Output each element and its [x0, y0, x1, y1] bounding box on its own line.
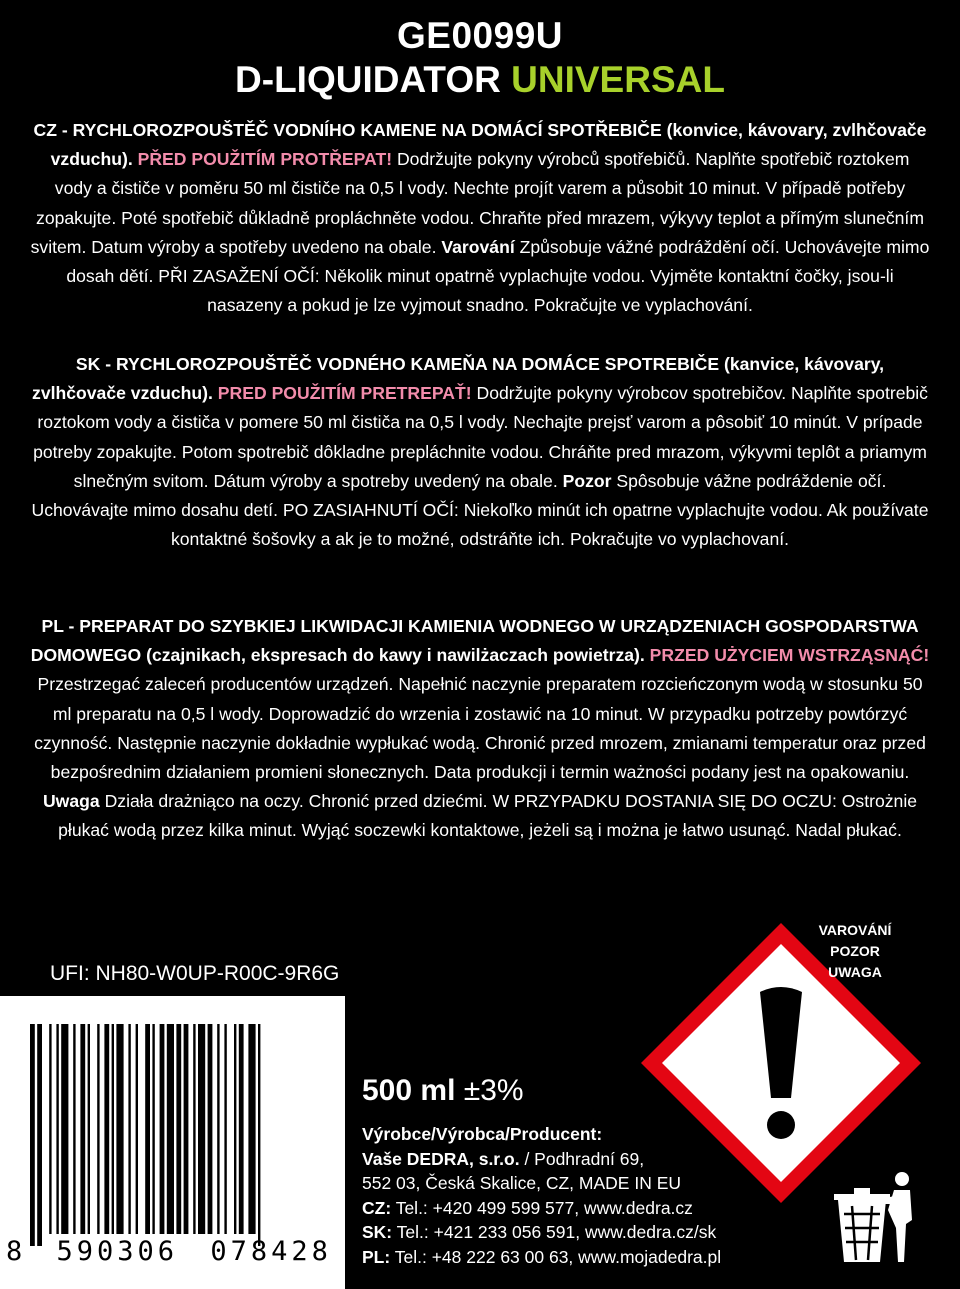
signal-word-cz: VAROVÁNÍ [818, 922, 892, 938]
cz-hazard-text: Způsobuje vážné podráždění očí. Uchovávejte mimo dosah dětí. PŘI ZASAŽENÍ OČÍ: Několik minut opatrně vyplachujte vodou. Vyjměte kontaktní čočky, jsou-li nasazeny a pokud je lze vyjmout snadno. Pokračujte ve vyplachování. [66, 236, 930, 316]
pl-hazard-text: Działa drażniąco na oczy. Chronić przed dziećmi. W PRZYPADKU DOSTANIA SIĘ DO OCZU: Ostrożnie płukać wodą przez kilka minut. Wyjąć soczewki kontaktowe, jeżeli są i można je łatwo usunąć. Nadal płukać. [58, 791, 918, 841]
barcode-first-digit: 8 [6, 1236, 27, 1267]
barcode-group-1: 590306 [56, 1236, 179, 1267]
barcode-bar [224, 1024, 226, 1234]
volume [362, 1072, 524, 1110]
barcode-group-2: 078428 [210, 1236, 332, 1267]
contact-sk: Tel.: +421 233 056 591, www.dedra.cz/sk [392, 1222, 717, 1243]
barcode-bar [80, 1024, 85, 1234]
barcode-bar [104, 1024, 109, 1234]
barcode-bar [234, 1024, 236, 1234]
barcode-number [6, 1236, 341, 1267]
crossed-out-wheelie-bin-icon [832, 1170, 918, 1266]
barcode-bar [167, 1024, 174, 1234]
product-name [0, 58, 960, 102]
barcode-bar [56, 1024, 58, 1234]
barcode-bar [198, 1024, 205, 1234]
cz-instructions: Dodržujte pokyny výrobců spotřebičů. Naplňte spotřebič roztokem vody a čističe v poměru 50 ml čističe na 0,5 l vody. Nechte projít varem a působit 10 minut. V případě potřeby zopakujte. Poté spotřebič důkladně propláchněte vodou. Chraňte před mrazem, výkyvy teplot a přímým slunečním svitem. Datum výroby a spotřeby uvedeno na obale. [30, 149, 924, 257]
pl-instructions: Przestrzegać zaleceń producentów urządzeń. Napełnić naczynie preparatem rozcieńczonym wodą w stosunku 50 ml preparatu na 0,5 l wody. Doprowadzić do wrzenia i zostawić na 10 minut. W przypadku potrzeby powtórzyć czynność. Następnie naczynie dokładnie wypłukać wodą. Chronić przed mrozem, zmianami temperatur oraz przed bezpośrednim działaniem promieni słonecznych. Data produkcji i termin ważności podany jest na opakowaniu. [34, 674, 926, 783]
signal-word-pl: UWAGA [828, 964, 882, 980]
barcode-bar [61, 1024, 68, 1234]
contact-pl-label: PL: [362, 1246, 391, 1267]
volume-amount: 500 ml [362, 1074, 456, 1107]
barcode-bar [258, 1024, 260, 1246]
barcode-bar [88, 1024, 90, 1234]
contact-pl: Tel.: +48 222 63 00 63, www.mojadedra.pl [390, 1246, 722, 1267]
barcode-bar [160, 1024, 165, 1234]
pl-shake-warning: PRZED UŻYCIEM WSTRZĄSNĄĆ! [649, 645, 930, 666]
contact-cz-label: CZ: [362, 1197, 392, 1218]
cz-title: CZ - RYCHLOROZPOUŠTĚČ VODNÍHO KAMENE NA DOMÁCÍ SPOTŘEBIČE (konvice, kávovary, zvlhčovače vzduchu). [33, 120, 927, 170]
hazard-signal-words [790, 920, 920, 983]
barcode-bar [73, 1024, 75, 1234]
barcode-bar [116, 1024, 123, 1234]
section-sk [30, 350, 930, 554]
producer-heading: Výrobce/Výrobca/Producent: [362, 1124, 603, 1144]
cz-signal-word: Varování [441, 236, 515, 257]
signal-word-sk: POZOR [830, 943, 880, 959]
barcode-bar [128, 1024, 130, 1234]
barcode-bar [37, 1024, 42, 1246]
barcode-bar [217, 1024, 219, 1234]
section-cz [30, 116, 930, 320]
title-block [0, 14, 960, 102]
barcode-bar [136, 1024, 138, 1234]
barcode-bar [176, 1024, 181, 1234]
barcode-bar [184, 1024, 189, 1234]
barcode-bar [193, 1024, 195, 1234]
volume-tolerance: ±3% [463, 1074, 524, 1107]
sk-instructions: Dodržujte pokyny výrobcov spotrebičov. Naplňte spotrebič roztokom vody a čističa v pomere 50 ml čističa na 0,5 l vody. Nechajte prejsť varom a pôsobiť 10 minút. V prípade potreby zopakujte. Potom spotrebič dôkladne prepláchnite vodou. Chráňte pred mrazom, výkyvmi teplôt a priamym slnečným svitom. Dátum výroby a spotreby uvedený na obale. [33, 383, 928, 491]
sk-signal-word: Pozor [562, 470, 612, 491]
barcode-bar [30, 1024, 35, 1246]
pl-title: PL - PREPARAT DO SZYBKIEJ LIKWIDACJI KAMIENIA WODNEGO W URZĄDZENIACH GOSPODARSTWA DOMOWEGO (czajnikach, ekspresach do kawy i nawilżaczach powietrza). [30, 616, 919, 666]
barcode [0, 996, 345, 1289]
product-name-accent: UNIVERSAL [511, 59, 725, 100]
producer-name: Vaše DEDRA, s.r.o. [362, 1148, 520, 1169]
producer-address-1: / Podhradní 69, [519, 1148, 645, 1169]
producer-address-2: 552 03, Česká Skalice, CZ, MADE IN EU [362, 1173, 681, 1194]
barcode-bar [49, 1024, 51, 1234]
contact-sk-label: SK: [362, 1222, 393, 1243]
barcode-bar [239, 1024, 244, 1234]
ufi-code: UFI: NH80-W0UP-R00C-9R6G [50, 962, 340, 985]
barcode-bar [112, 1024, 114, 1234]
product-code: GE0099U [397, 15, 563, 56]
section-pl [30, 612, 930, 846]
contact-cz: Tel.: +420 499 599 577, www.dedra.cz [391, 1197, 693, 1218]
pl-signal-word: Uwaga [42, 791, 100, 812]
product-name-main: D-LIQUIDATOR [235, 59, 501, 100]
sk-title: SK - RYCHLOROZPOUŠTĚČ VODNÉHO KAMEŇA NA DOMÁCE SPOTREBIČE (kanvice, kávovary, zvlhčovače vzduchu). [32, 354, 885, 404]
sk-shake-warning: PRED POUŽITÍM PRETREPAŤ! [217, 383, 472, 404]
cz-shake-warning: PŘED POUŽITÍM PROTŘEPAT! [137, 149, 393, 170]
barcode-bar [248, 1024, 255, 1234]
sk-hazard-text: Spôsobuje vážne podráždenie očí. Uchovávajte mimo dosahu detí. PO ZASIAHNUTÍ OČÍ: Niekoľko minút ich opatrne vyplachujte vodou. Ak používate kontaktné šošovky a ak je to možné, odstráňte ich. Pokračujte vo vyplachovaní. [31, 470, 929, 550]
barcode-bar [97, 1024, 99, 1234]
barcode-bar [152, 1024, 154, 1234]
barcode-bar [145, 1024, 150, 1234]
barcode-bar [208, 1024, 213, 1234]
